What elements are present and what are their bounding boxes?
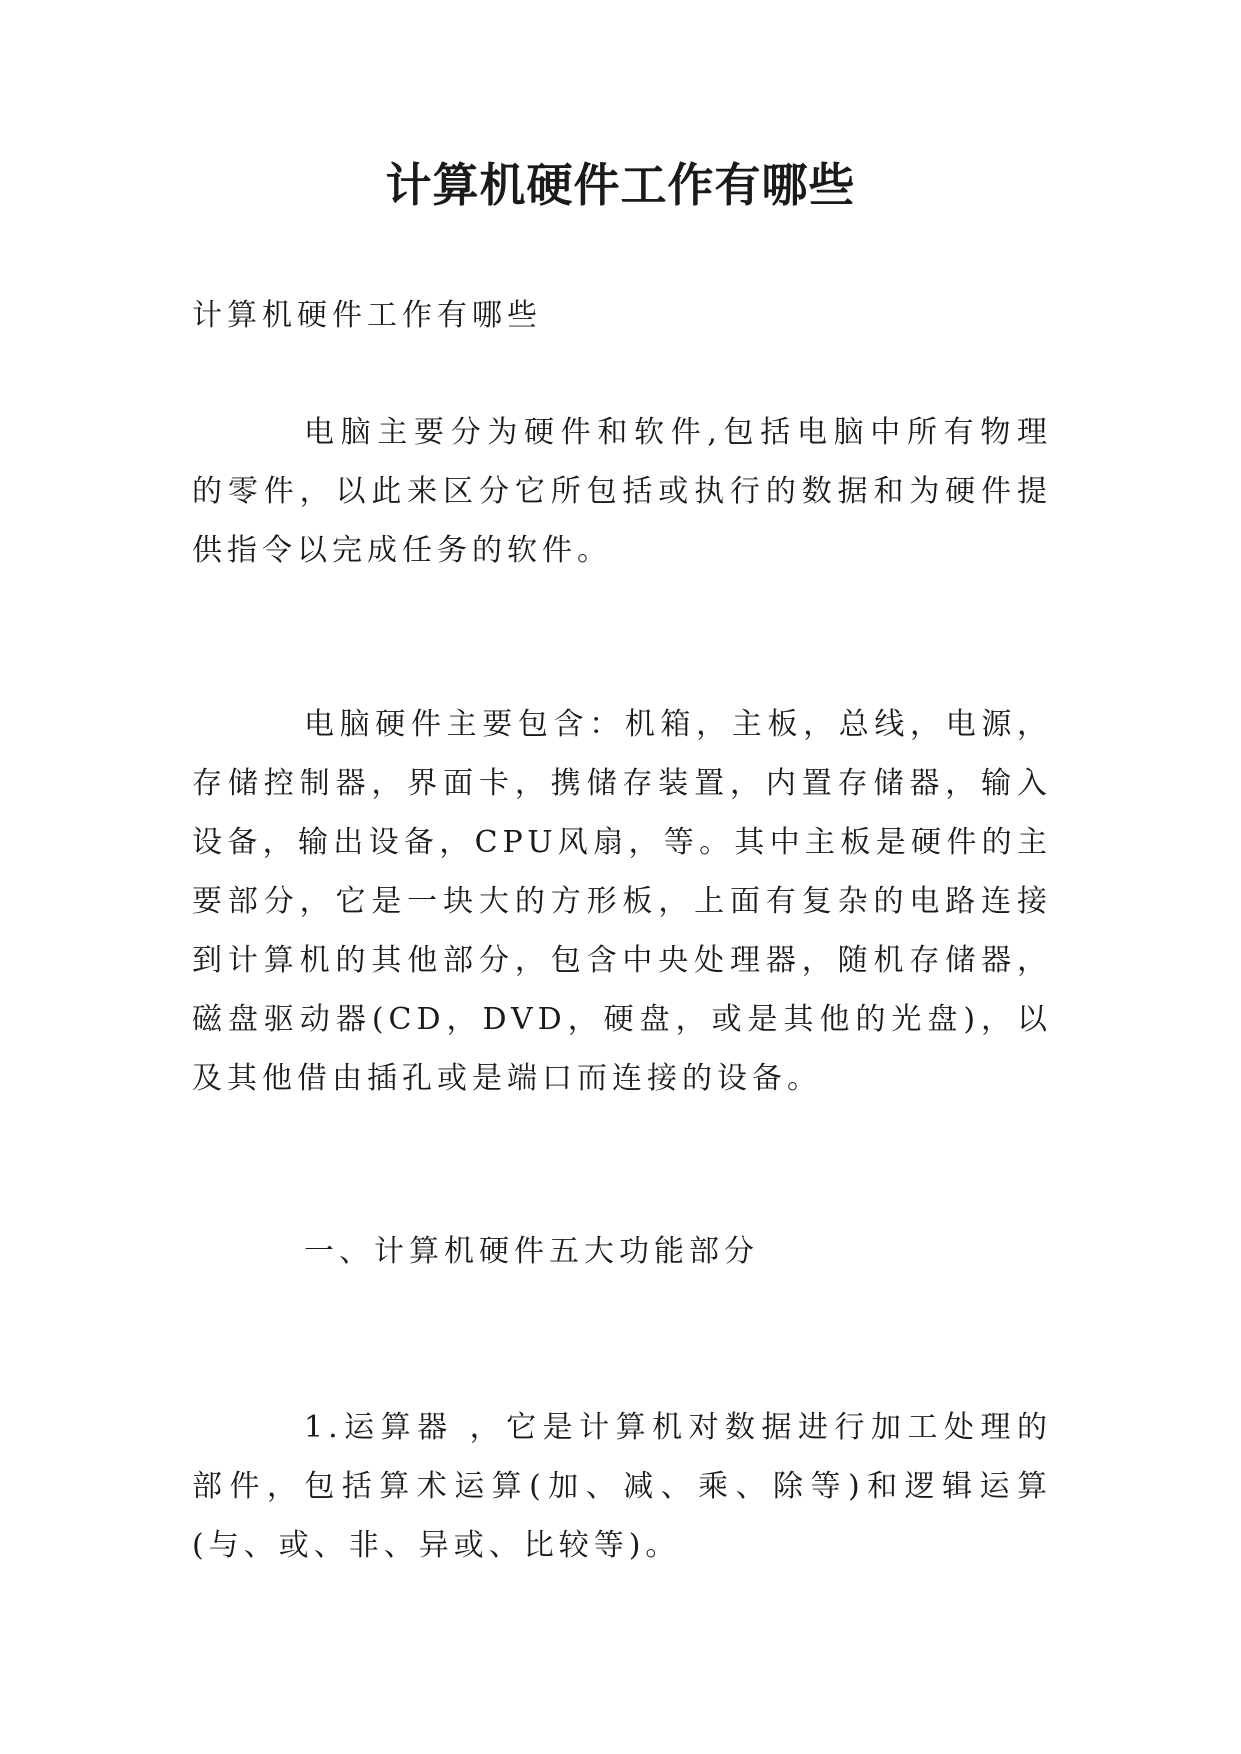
section-heading: 一、计算机硬件五大功能部分: [304, 1234, 759, 1269]
document-title: 计算机硬件工作有哪些: [385, 158, 856, 212]
list-item-alu: 1.运算器 ，它是计算机对数据进行加工处理的部件，包括算术运算(加、减、乘、除等)和逻辑运算(与、或、非、异或、比较等)。: [192, 1410, 1052, 1563]
intro-paragraph: 电脑主要分为硬件和软件,包括电脑中所有物理的零件，以此来区分它所包括或执行的数据和为硬件提供指令以完成任务的软件。: [192, 415, 1052, 568]
subtitle-paragraph: 计算机硬件工作有哪些: [192, 298, 542, 333]
hardware-components-paragraph: 电脑硬件主要包含：机箱，主板，总线，电源，存储控制器，界面卡，携储存装置，内置存储器，输入设备，输出设备，CPU风扇，等。其中主板是硬件的主要部分，它是一块大的方形板，上面有复杂的电路连接到计算机的其他部分，包含中央处理器，随机存储器，磁盘驱动器(CD，DVD，硬盘，或是其他的光盘)，以及其他借由插孔或是端口而连接的设备。: [192, 707, 1052, 1096]
